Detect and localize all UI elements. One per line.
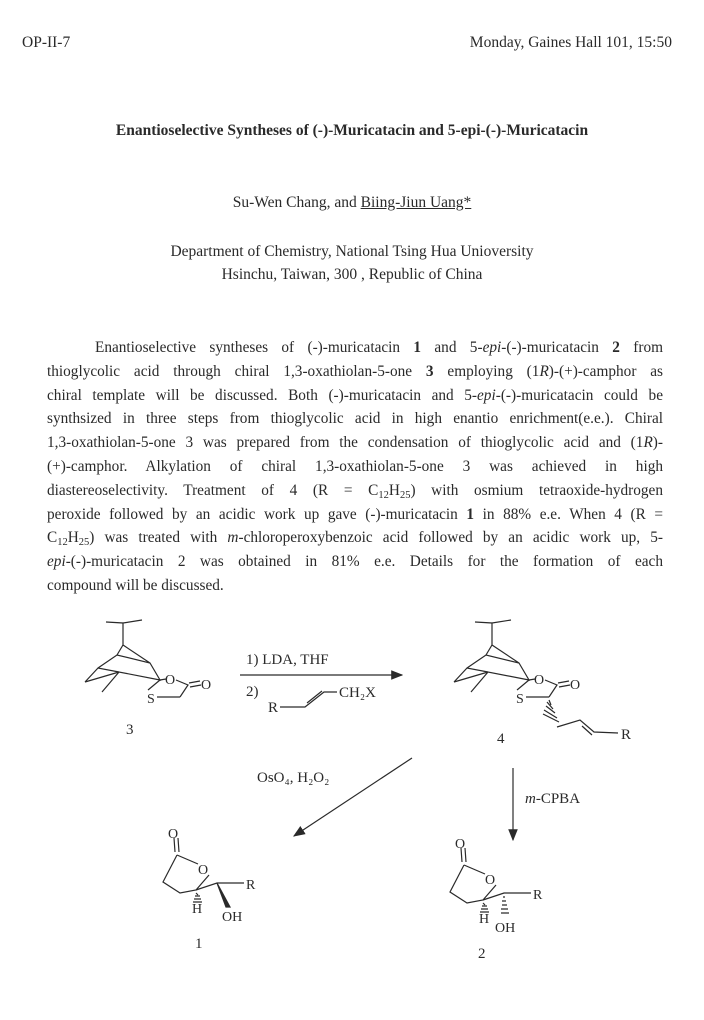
abstract-text: epi xyxy=(47,553,66,571)
abstract-text: 3 xyxy=(425,362,434,380)
session-code: OP-II-7 xyxy=(22,34,71,51)
abstract-text: 25 xyxy=(399,489,411,501)
compound-1-structure xyxy=(163,827,256,925)
abstract-text: diastereoselectivity. Treatment of 4 (R = C xyxy=(47,481,379,499)
abstract-text: synthsized in three steps from thioglycolic acid in high enantio enrichment(e.e.). Chiral xyxy=(47,410,663,428)
abstract-text: peroxide followed by an acidic work up gave (-)-muricatacin xyxy=(47,505,467,523)
abstract-text: -(-)-muricatacin 2 was obtained in 81% e.e. Details for the formation of each xyxy=(65,553,663,571)
compound-3-structure xyxy=(85,620,211,707)
abstract-text: employing (1 xyxy=(433,362,540,380)
abstract-text: 12 xyxy=(57,537,68,549)
compound-label-3: 3 xyxy=(126,722,134,738)
atom-o: O xyxy=(455,837,466,852)
paper-title: Enantioselective Syntheses of (-)-Muricatacin and 5-epi-(-)-Muricatacin xyxy=(115,122,589,139)
abstract-text: -chloroperoxybenzoic acid followed by an acidic work up, 5- xyxy=(238,529,663,547)
abstract-text: and 5- xyxy=(421,339,483,356)
compound-label-1: 1 xyxy=(195,936,203,952)
allyl-halide-bonds xyxy=(280,691,337,707)
reagent-step-1: 1) LDA, THF xyxy=(246,652,329,668)
reagent-r: R xyxy=(268,700,279,716)
atom-o: O xyxy=(570,678,581,693)
abstract-text: 1 xyxy=(466,505,475,523)
abstract-text: 12 xyxy=(378,489,389,501)
atom-o: O xyxy=(534,673,545,688)
abstract-text: thioglycolic acid through chiral 1,3-oxathiolan-5-one xyxy=(47,362,426,380)
abstract-text: ) was treated with xyxy=(89,529,228,547)
atom-o: O xyxy=(198,863,209,878)
abstract-text: -(-)-muricatacin xyxy=(501,339,613,356)
atom-o: O xyxy=(201,678,212,693)
abstract-text: 1 xyxy=(413,339,422,356)
abstract-text: epi xyxy=(482,339,502,356)
abstract-text: 1,3-oxathiolan-5-one 3 was prepared from the condensation of thioglycolic acid and (1 xyxy=(47,434,644,452)
affiliation-line-2: Hsinchu, Taiwan, 300 , Republic of China xyxy=(221,266,483,283)
abstract-text: R xyxy=(643,434,653,452)
presenting-author: Biing-Jiun Uang* xyxy=(360,194,472,211)
atom-h: H xyxy=(192,902,203,917)
atom-s: S xyxy=(147,692,155,707)
atom-o: O xyxy=(165,673,176,688)
abstract-text: -(-)-muricatacin could be xyxy=(495,386,663,404)
atom-o: O xyxy=(168,827,179,842)
reagent-oso4-h2o2: OsO₄, H₂O₂ xyxy=(257,770,330,786)
atom-r: R xyxy=(621,727,632,743)
reagent-mcpba: m-CPBA xyxy=(525,791,581,807)
abstract-text: in 88% e.e. When 4 (R = xyxy=(474,505,663,523)
abstract-text: )- xyxy=(652,434,663,452)
affiliation-line-1: Department of Chemistry, National Tsing Hua Unioversity xyxy=(170,243,534,260)
abstract-text: H xyxy=(388,481,400,499)
atom-oh: OH xyxy=(222,910,243,925)
abstract-text: (+)-camphor. Alkylation of chiral 1,3-oxathiolan-5-one 3 was achieved in high xyxy=(47,458,663,475)
abstract-text: 2 xyxy=(612,339,620,356)
abstract-text: C xyxy=(47,529,58,547)
abstract-text: from xyxy=(619,339,664,356)
reagent-step-2: 2) xyxy=(246,684,259,700)
atom-o: O xyxy=(485,873,496,888)
abstract-text: R xyxy=(539,362,549,380)
atom-s: S xyxy=(516,692,524,707)
abstract-text: 25 xyxy=(78,537,90,549)
abstract-text: H xyxy=(67,529,79,547)
abstract-text: epi xyxy=(477,386,496,404)
compound-2-structure xyxy=(450,837,543,936)
session-schedule: Monday, Gaines Hall 101, 15:50 xyxy=(469,34,672,51)
author-names: Su-Wen Chang, and xyxy=(232,194,361,211)
compound-label-2: 2 xyxy=(478,946,486,962)
abstract-text: chiral template will be discussed. Both (-)-muricatacin and 5- xyxy=(47,386,478,404)
atom-r: R xyxy=(246,878,256,893)
abstract-text: Enantioselective syntheses of (-)-muricatacin xyxy=(95,339,414,356)
compound-4-structure xyxy=(454,620,580,707)
abstract-text: m xyxy=(227,529,239,547)
reagent-ch2x: CH₂X xyxy=(339,685,376,701)
atom-oh: OH xyxy=(495,921,516,936)
atom-h: H xyxy=(479,912,490,927)
abstract-text: )-(+)-camphor as xyxy=(548,362,663,380)
atom-r: R xyxy=(533,888,543,903)
compound-label-4: 4 xyxy=(497,731,505,747)
abstract-text: compound will be discussed. xyxy=(47,577,224,594)
allyl-side-chain xyxy=(543,700,618,735)
abstract-text: ) with osmium tetraoxide-hydrogen xyxy=(410,481,663,499)
